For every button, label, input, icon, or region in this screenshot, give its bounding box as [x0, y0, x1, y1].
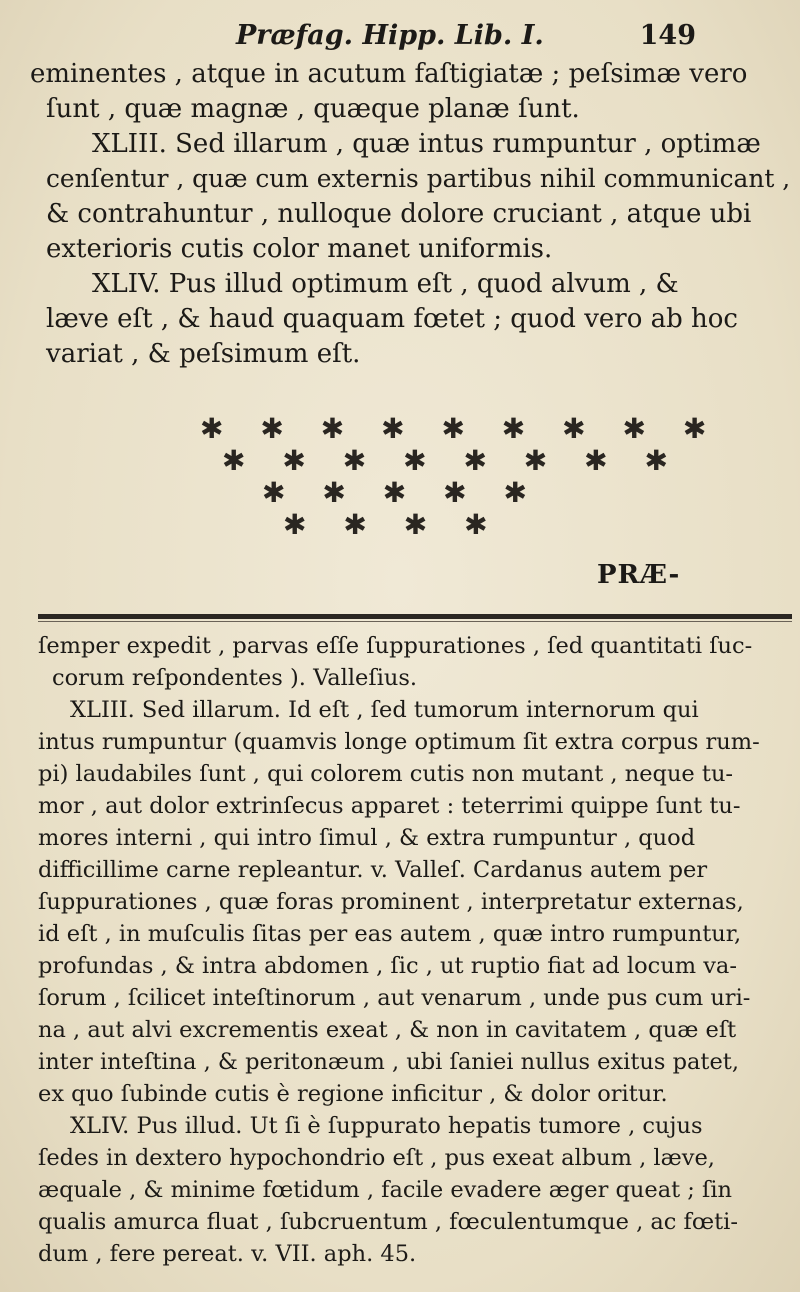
- text-line: ſedes in dextero hypochondrio eſt , pus exeat album , læve,: [38, 1145, 715, 1171]
- text-line: id eſt , in muſculis ſitas per eas autem , quæ intro rumpuntur,: [38, 921, 742, 947]
- text-line: & contrahuntur , nulloque dolore cruciant , atque ubi: [46, 199, 752, 229]
- text-line: variat , & peſsimum eſt.: [46, 339, 361, 369]
- text-line: corum reſpondentes ). Valleſius.: [52, 665, 418, 691]
- text-line: qualis amurca fluat , ſubcruentum , fœculentumque , ac fœti-: [38, 1209, 738, 1235]
- catchword: PRÆ-: [597, 560, 681, 590]
- text-line: XLIII. Sed illarum. Id eſt , ſed tumorum internorum qui: [70, 697, 699, 723]
- text-line: mor , aut dolor extrinſecus apparet : teterrimi quippe ſunt tu-: [38, 793, 741, 819]
- text-line: ex quo ſubinde cutis è regione inficitur , & dolor oritur.: [38, 1081, 668, 1107]
- text-line: æquale , & minime fœtidum , facile evadere æger queat ; ſin: [38, 1177, 733, 1203]
- text-line: na , aut alvi excrementis exeat , & non in cavitatem , quæ eſt: [38, 1017, 737, 1043]
- text-line: XLIV. Pus illud optimum eſt , quod alvum , &: [92, 269, 679, 299]
- page-number: 149: [639, 20, 696, 51]
- text-line: ſemper expedit , parvas eſſe ſuppurationes , ſed quantitati ſuc-: [38, 633, 753, 659]
- text-line: exterioris cutis color manet uniformis.: [46, 234, 553, 264]
- text-line: ſuppurationes , quæ foras prominent , interpretatur externas,: [38, 889, 744, 915]
- text-line: ſunt , quæ magnæ , quæque planæ ſunt.: [46, 94, 580, 124]
- running-title: Præfag. Hipp. Lib. I.: [236, 20, 544, 51]
- text-line: inter inteſtina , & peritonæum , ubi ſaniei nullus exitus patet,: [38, 1049, 739, 1075]
- page-header: [236, 18, 696, 54]
- ornament-row: ✱ ✱ ✱ ✱ ✱ ✱ ✱ ✱ ✱: [200, 412, 721, 445]
- text-line: XLIII. Sed illarum , quæ intus rumpuntur , optimæ: [92, 129, 761, 159]
- text-line: profundas , & intra abdomen , ſic , ut ruptio fiat ad locum va-: [38, 953, 737, 979]
- text-line: intus rumpuntur (quamvis longe optimum ſit extra corpus rum-: [38, 729, 760, 755]
- text-line: ſorum , ſcilicet inteſtinorum , aut venarum , unde pus cum uri-: [38, 985, 751, 1011]
- text-line: mores interni , qui intro ſimul , & extra rumpuntur , quod: [38, 825, 696, 851]
- text-line: cenſentur , quæ cum externis partibus nihil communicant ,: [46, 164, 791, 193]
- text-line: XLIV. Pus illud. Ut ſi è ſuppurato hepatis tumore , cujus: [70, 1113, 703, 1139]
- text-line: eminentes , atque in acutum faſtigiatæ ; peſsimæ vero: [30, 59, 748, 89]
- text-line: dum , fere pereat. v. VII. aph. 45.: [38, 1241, 417, 1267]
- section-rule-thin: [38, 621, 792, 622]
- ornament-row: ✱ ✱ ✱ ✱ ✱ ✱ ✱ ✱: [222, 444, 682, 477]
- ornament-row: ✱ ✱ ✱ ✱ ✱: [262, 476, 541, 509]
- text-line: pi) laudabiles ſunt , qui colorem cutis non mutant , neque tu-: [38, 761, 734, 787]
- ornament-row: ✱ ✱ ✱ ✱: [283, 508, 502, 541]
- text-line: læve eſt , & haud quaquam fœtet ; quod vero ab hoc: [46, 304, 738, 334]
- section-rule: [38, 614, 792, 619]
- text-line: difficillime carne repleantur. v. Valleſ. Cardanus autem per: [38, 857, 708, 883]
